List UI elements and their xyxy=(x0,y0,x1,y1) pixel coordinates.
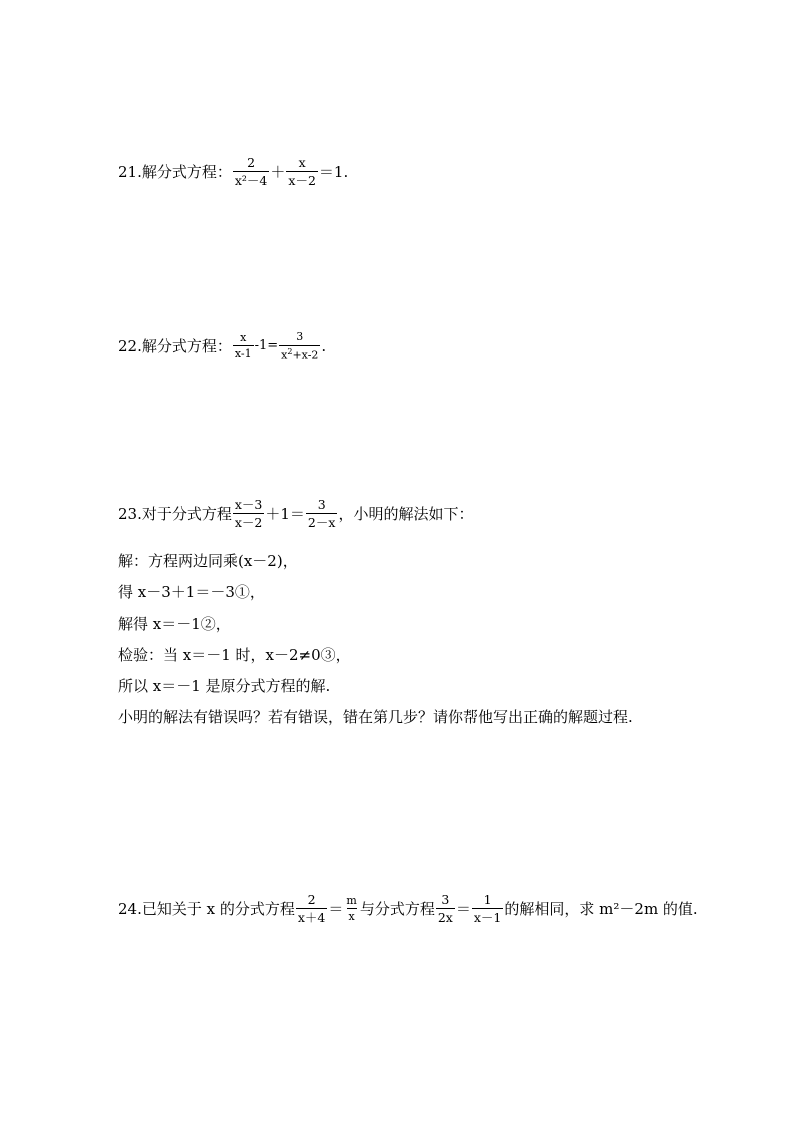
solution-line-2 xyxy=(118,581,265,602)
denominator: 2x xyxy=(437,910,453,926)
den-part: +x-2 xyxy=(292,348,319,362)
denominator: x－1 xyxy=(473,910,502,926)
numerator: 3 xyxy=(317,497,326,512)
fraction xyxy=(436,893,455,924)
solution-text: 解：方程两边同乘(x－2)， xyxy=(118,552,298,570)
equation-tail: ，小明的解法如下： xyxy=(338,505,474,524)
question-21 xyxy=(118,156,348,187)
solution-line-1 xyxy=(118,550,298,571)
solution-text: 所以 x＝－1 是原分式方程的解. xyxy=(118,677,331,695)
numerator: x xyxy=(240,330,247,344)
solution-text: 得 x－3＋1＝－3①， xyxy=(118,583,265,601)
denominator: x-1 xyxy=(234,347,252,361)
fraction xyxy=(286,156,318,187)
question-21-label: 21.解分式方程： xyxy=(118,163,232,182)
solution-text: 解得 x＝－1②， xyxy=(118,615,231,633)
operator: ＝ xyxy=(328,900,344,919)
solution-text: 检验：当 x＝－1 时，x－2≠0③， xyxy=(118,646,351,664)
solution-line-3 xyxy=(118,613,231,634)
equation-tail: 的解相同，求 m²－2m 的值. xyxy=(504,900,698,919)
prompt-text: 小明的解法有错误吗？若有错误，错在第几步？请你帮他写出正确的解题过程. xyxy=(118,708,633,726)
exponent: 2 xyxy=(287,346,293,356)
numerator: 3 xyxy=(296,330,304,343)
numerator: x－3 xyxy=(234,497,263,512)
numerator: x xyxy=(298,155,306,170)
equation-tail: . xyxy=(321,336,327,355)
numerator: 2 xyxy=(247,155,256,170)
denominator: x－2 xyxy=(234,515,263,531)
question-22 xyxy=(118,331,326,361)
solution-line-5 xyxy=(118,675,330,696)
question-23 xyxy=(118,498,473,529)
denominator: x＋4 xyxy=(297,910,326,926)
operator: ＋ xyxy=(270,163,286,182)
question-24 xyxy=(118,893,698,924)
solution-line-4 xyxy=(118,644,351,665)
question-23-prompt xyxy=(118,706,633,727)
fraction xyxy=(344,895,358,923)
fraction xyxy=(233,498,265,529)
fraction xyxy=(233,156,270,187)
numerator: 2 xyxy=(307,892,316,907)
denominator: x xyxy=(348,910,355,924)
operator: ＝ xyxy=(455,900,471,919)
equation-middle: ＋1＝ xyxy=(265,505,305,524)
equation-middle: -1= xyxy=(254,338,279,354)
question-23-label: 23.对于分式方程 xyxy=(118,505,232,524)
numerator: 1 xyxy=(483,892,492,907)
question-24-label: 24.已知关于 x 的分式方程 xyxy=(118,900,295,919)
equation-tail: ＝1. xyxy=(318,163,349,182)
denominator xyxy=(279,345,320,361)
fraction xyxy=(279,331,320,361)
question-22-label: 22.解分式方程： xyxy=(118,337,232,356)
denominator: x－2 xyxy=(288,173,316,189)
denominator: 2－x xyxy=(307,515,336,531)
fraction xyxy=(472,893,504,924)
numerator: 3 xyxy=(441,892,450,907)
fraction xyxy=(296,893,328,924)
fraction xyxy=(233,332,254,360)
den-part: x xyxy=(281,348,288,362)
denominator: x²－4 xyxy=(234,173,268,189)
equation-middle: 与分式方程 xyxy=(359,900,435,919)
numerator: m xyxy=(346,893,357,907)
fraction xyxy=(306,498,338,529)
